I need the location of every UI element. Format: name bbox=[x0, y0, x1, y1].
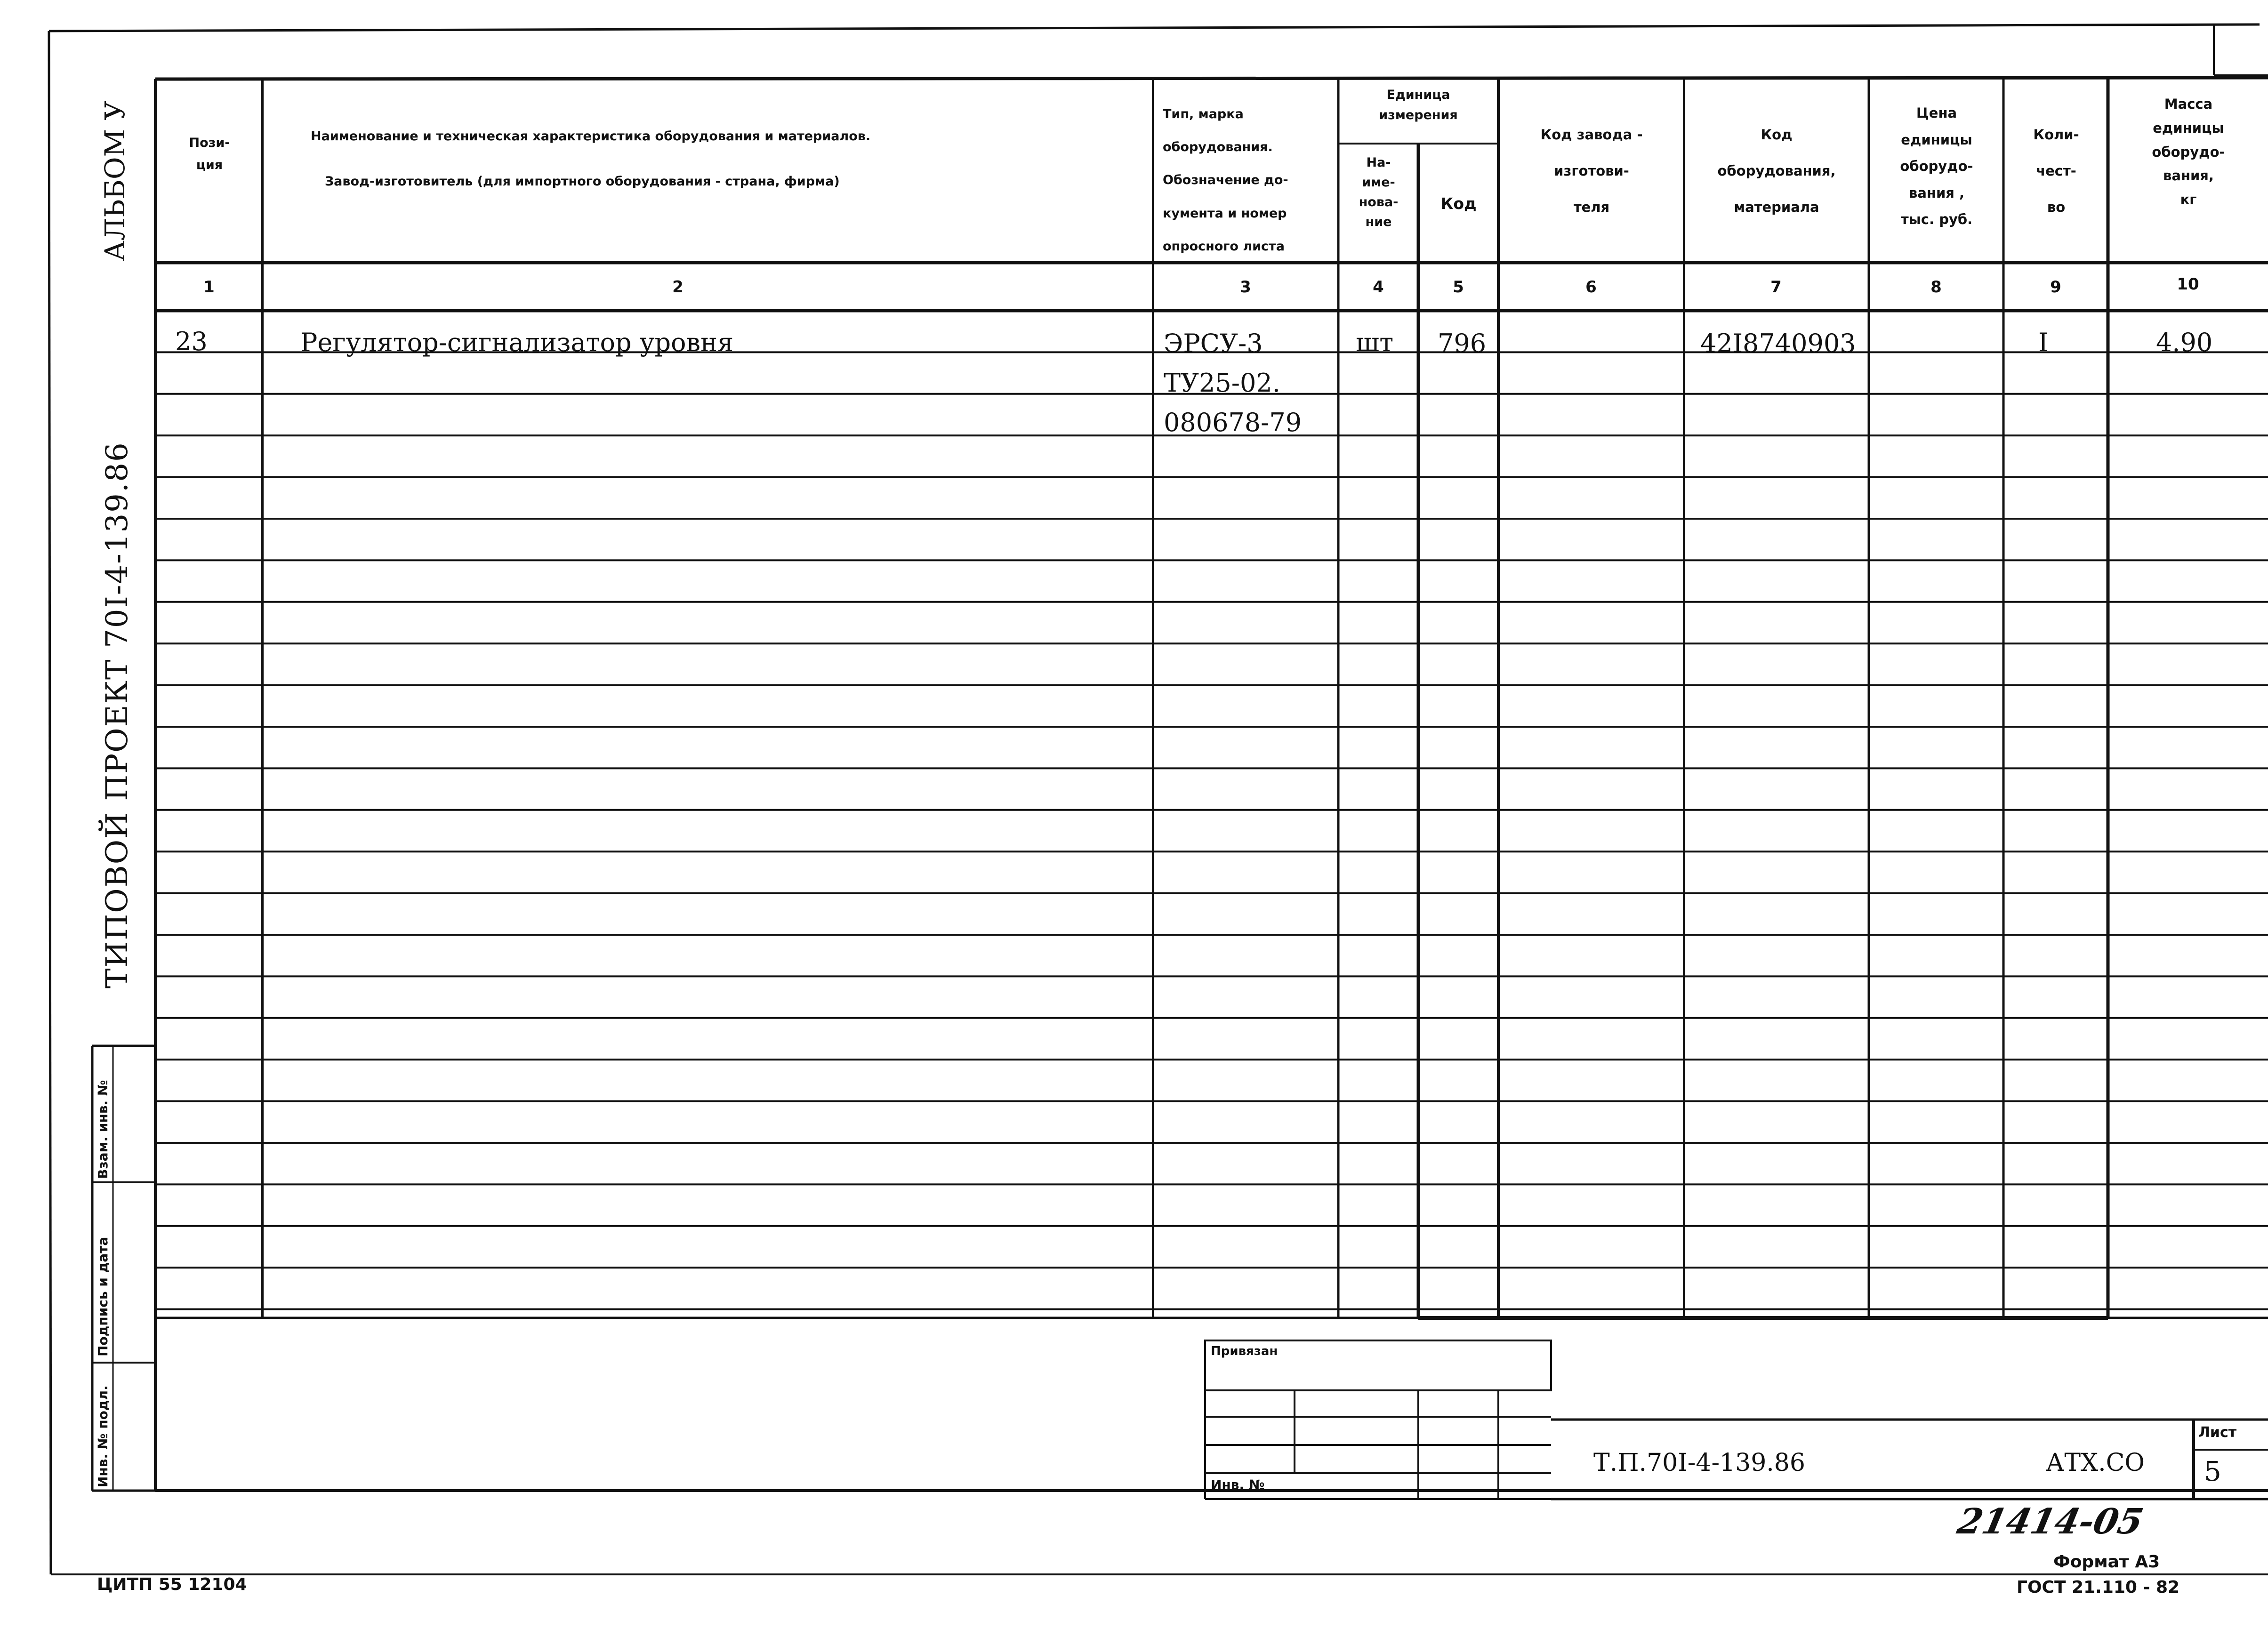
header-quantity: Коли- чест- во bbox=[2033, 127, 2079, 215]
header-name-line2: Завод-изготовитель (для импортного оборудования - страна, фирма) bbox=[325, 174, 840, 189]
row-equipment-code: 42I8740903 bbox=[1700, 329, 1856, 358]
stamp-inventory-label: Инв. № подл. bbox=[95, 1385, 111, 1487]
project-label: ТИПОВОЙ ПРОЕКТ 70I-4-139.86 bbox=[100, 441, 135, 988]
column-number: 4 bbox=[1373, 278, 1384, 297]
row-mass: 4.90 bbox=[2156, 328, 2213, 357]
document-code: АТХ.СО bbox=[2046, 1449, 2145, 1477]
row-type-line: ТУ25-02. bbox=[1164, 368, 1280, 398]
row-unit-code: 796 bbox=[1438, 329, 1487, 358]
column-number: 3 bbox=[1240, 278, 1251, 297]
row-name: Регулятор-сигнализатор уровня bbox=[300, 328, 734, 357]
album-label: АЛЬБОМ У bbox=[99, 100, 131, 261]
column-number: 9 bbox=[2050, 278, 2061, 297]
row-quantity: I bbox=[2038, 328, 2049, 357]
row-type-line: 080678-79 bbox=[1164, 408, 1302, 437]
column-number: 2 bbox=[672, 278, 684, 297]
column-number: 5 bbox=[1453, 278, 1464, 297]
bound-label: Привязан bbox=[1211, 1344, 1278, 1358]
row-type-line: ЭРСУ-3 bbox=[1164, 329, 1263, 358]
document-number: Т.П.70I-4-139.86 bbox=[1593, 1449, 1805, 1477]
header-mass: Масса единицы оборудо- вания, кг bbox=[2152, 96, 2225, 208]
header-position: Пози- ция bbox=[189, 136, 230, 173]
format-label: Формат А3 bbox=[2053, 1552, 2160, 1572]
gost-label: ГОСТ 21.110 - 82 bbox=[2017, 1578, 2180, 1597]
header-equipment-code: Код оборудования, материала bbox=[1717, 127, 1836, 215]
row-position: 23 bbox=[175, 327, 208, 356]
stamp-signature-label: Подпись и дата bbox=[95, 1236, 111, 1356]
header-type: Тип, марка оборудования. Обозначение до- кумента и номер опросного листа bbox=[1163, 107, 1288, 254]
header-unit-code: Код bbox=[1440, 194, 1477, 213]
print-code: ЦИТП 55 12104 bbox=[97, 1575, 247, 1594]
header-maker-code: Код завода - изготови- теля bbox=[1540, 127, 1643, 215]
column-number: 8 bbox=[1930, 278, 1942, 297]
header-unit-name: На- име- нова- ние bbox=[1359, 155, 1399, 229]
sheet-label: Лист bbox=[2198, 1424, 2237, 1441]
header-name-line1: Наименование и техническая характеристика оборудования и материалов. bbox=[311, 129, 871, 144]
inventory-label: Инв. № bbox=[1211, 1477, 1265, 1493]
column-number: 1 bbox=[203, 278, 215, 297]
header-unit: Единица измерения bbox=[1379, 88, 1458, 123]
header-price: Цена единицы oборудо- вания , тыс. руб. bbox=[1900, 105, 1973, 228]
column-number: 6 bbox=[1585, 278, 1597, 297]
handwritten-number: 21414-05 bbox=[1954, 1501, 2147, 1542]
column-number: 10 bbox=[2177, 275, 2199, 294]
sheet-number: 5 bbox=[2204, 1455, 2221, 1487]
row-unit-name: шт bbox=[1356, 328, 1394, 357]
stamp-replace-label: Взам. инв. № bbox=[95, 1080, 111, 1179]
column-number: 7 bbox=[1770, 278, 1782, 297]
